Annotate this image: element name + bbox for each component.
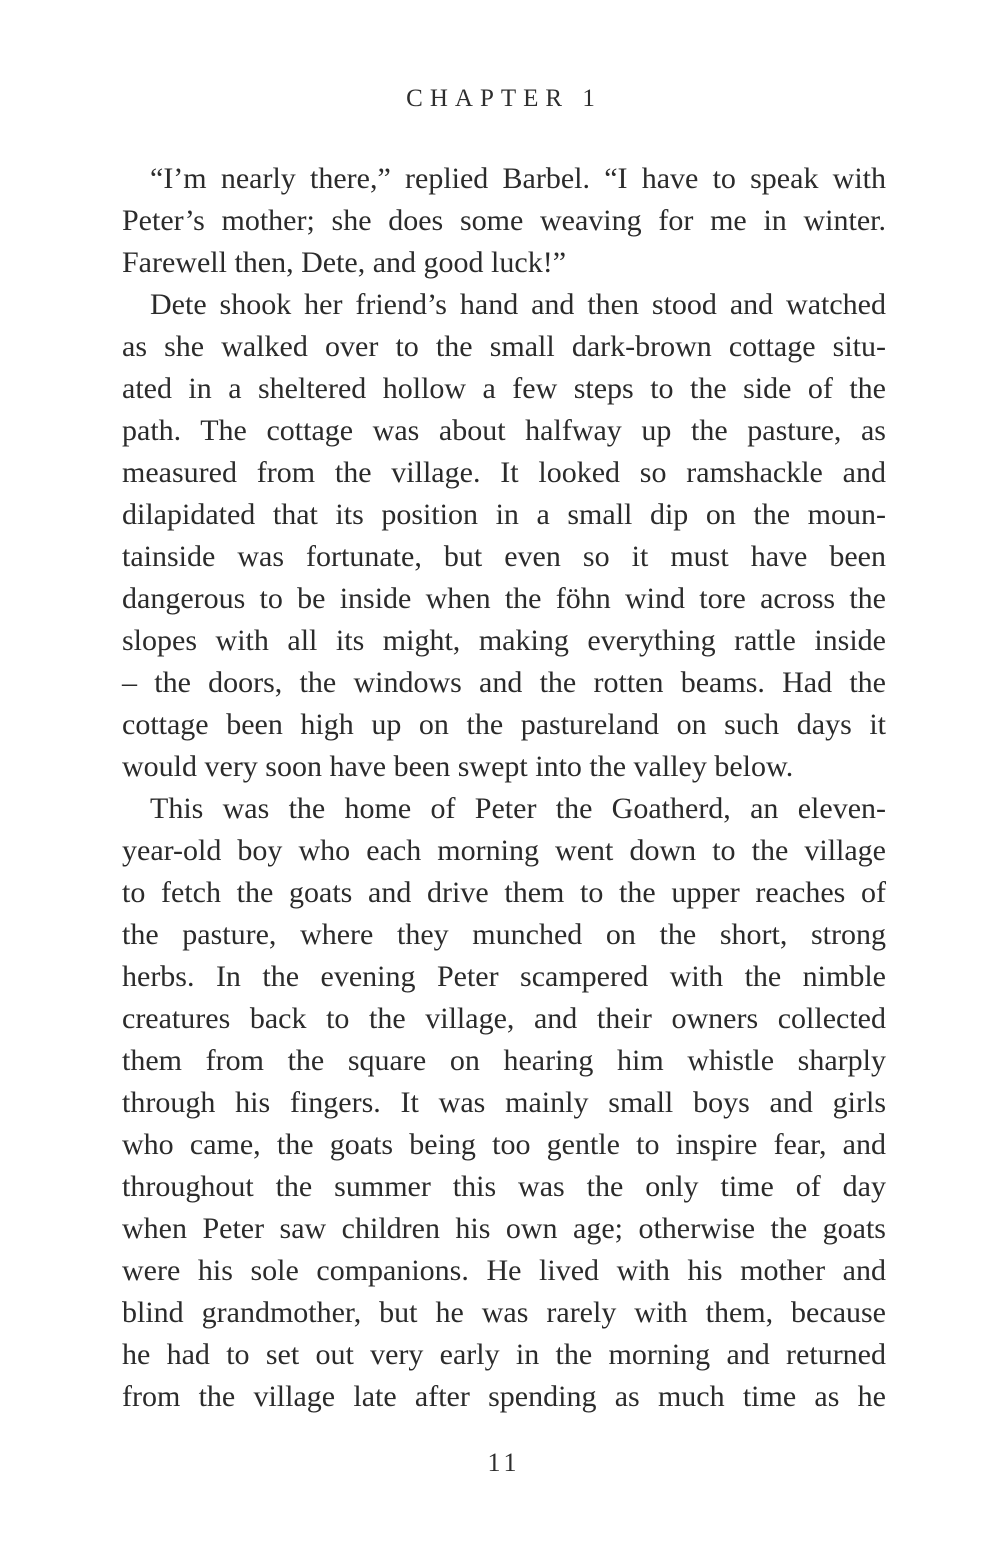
paragraph [122,284,886,788]
text-line: when Peter saw children his own age; otherwise the goats [122,1212,886,1245]
text-line: “I’m nearly there,” replied Barbel. “I have to speak with [150,162,886,195]
text-line: blind grandmother, but he was rarely with them, because [122,1296,886,1329]
chapter-header: CHAPTER 1 [406,85,602,112]
text-line: Peter’s mother; she does some weaving for me in winter. [122,204,886,237]
text-line: slopes with all its might, making everything rattle inside [122,624,886,657]
text-line: from the village late after spending as much time as he [122,1380,886,1413]
text-line: were his sole companions. He lived with his mother and [122,1254,886,1287]
text-line: Farewell then, Dete, and good luck!” [122,246,567,279]
text-line: dilapidated that its position in a small dip on the moun- [122,498,886,531]
text-line: tainside was fortunate, but even so it must have been [122,540,886,573]
text-line: through his fingers. It was mainly small boys and girls [122,1086,886,1119]
text-line: – the doors, the windows and the rotten beams. Had the [122,666,886,699]
paragraph [122,788,886,1418]
text-line: them from the square on hearing him whistle sharply [122,1044,886,1077]
text-line: cottage been high up on the pastureland on such days it [122,708,886,741]
text-line: herbs. In the evening Peter scampered with the nimble [122,960,886,993]
text-line: would very soon have been swept into the valley below. [122,750,794,783]
text-line: This was the home of Peter the Goatherd, an eleven- [150,792,886,825]
text-line: to fetch the goats and drive them to the upper reaches of [122,876,886,909]
text-line: measured from the village. It looked so ramshackle and [122,456,886,489]
text-line: he had to set out very early in the morning and returned [122,1338,886,1371]
text-line: throughout the summer this was the only time of day [122,1170,886,1203]
page-number: 11 [487,1448,521,1477]
text-line: the pasture, where they munched on the short, strong [122,918,886,951]
text-line: path. The cottage was about halfway up the pasture, as [122,414,886,447]
text-line: year-old boy who each morning went down to the village [122,834,886,867]
text-line: who came, the goats being too gentle to inspire fear, and [122,1128,886,1161]
text-line: dangerous to be inside when the föhn wind tore across the [122,582,886,615]
paragraph [122,158,886,284]
text-line: Dete shook her friend’s hand and then stood and watched [150,288,886,321]
text-line: creatures back to the village, and their owners collected [122,1002,886,1035]
page-body [122,158,886,1418]
text-line: as she walked over to the small dark-brown cottage situ- [122,330,886,363]
text-line: ated in a sheltered hollow a few steps to the side of the [122,372,886,405]
